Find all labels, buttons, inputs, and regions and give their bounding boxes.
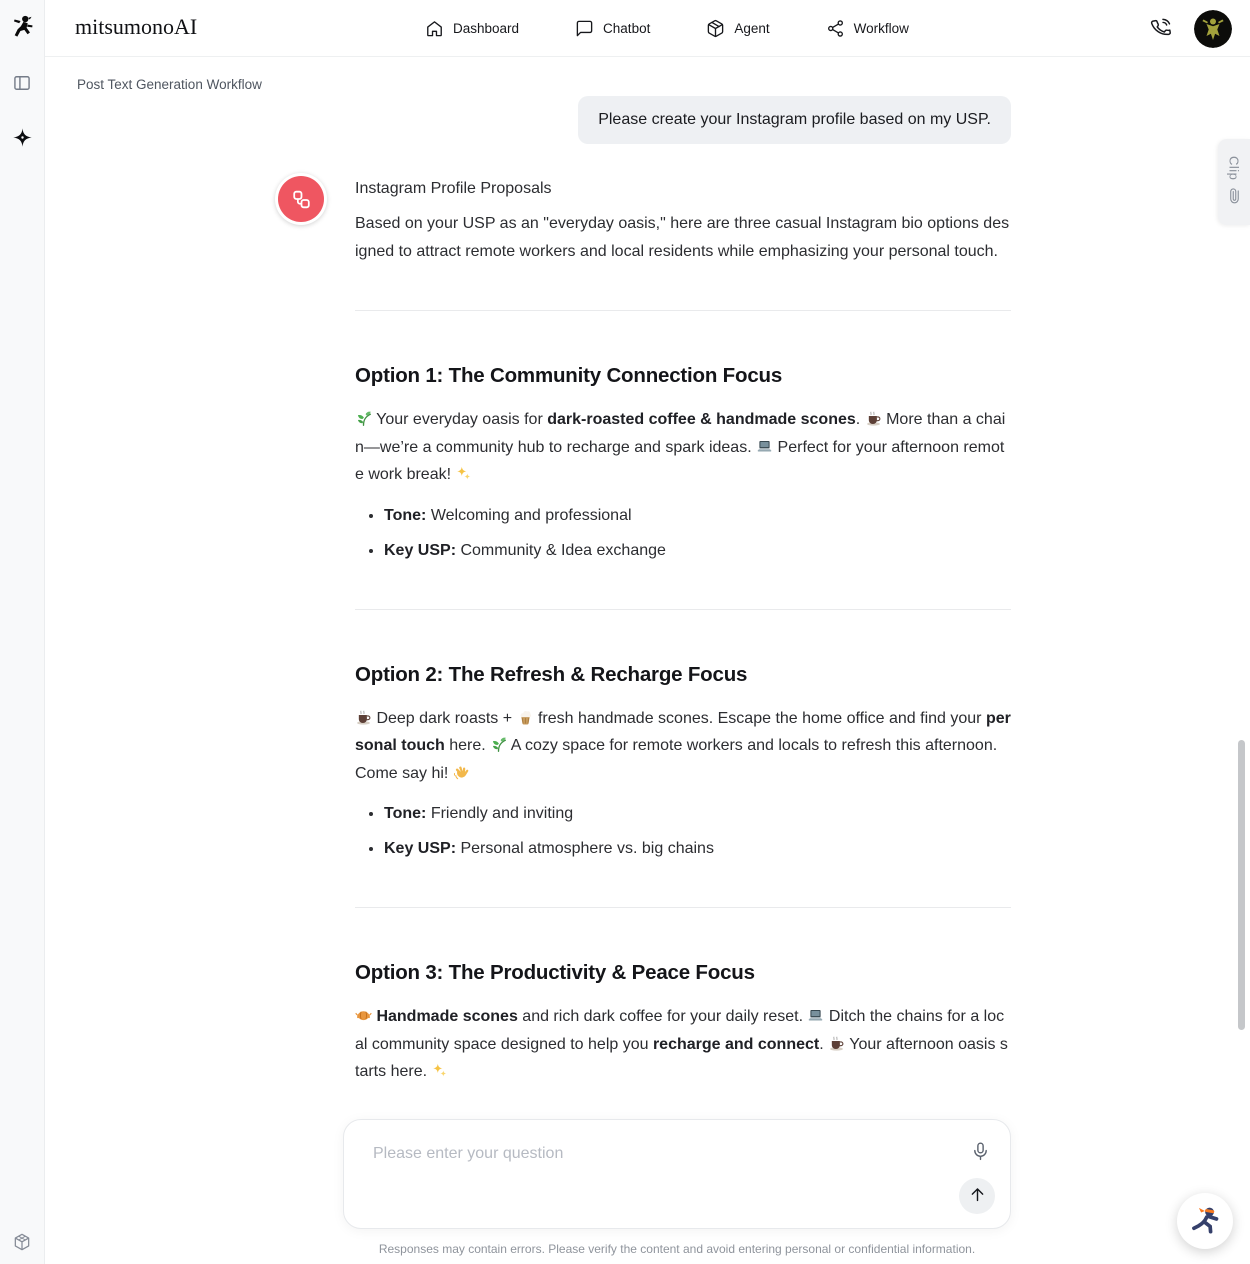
workflow-node-icon [278, 176, 324, 222]
text-run: . [819, 1035, 829, 1053]
section-heading: Option 1: The Community Connection Focus [355, 364, 783, 387]
bullet-text: Personal atmosphere vs. big chains [460, 840, 714, 857]
sidebar-toggle-panel-icon[interactable] [12, 73, 32, 93]
user-message-row [355, 96, 1011, 144]
disclaimer-text: Responses may contain errors. Please verify the content and avoid entering personal or confidential information. [378, 1242, 976, 1256]
bullet-label: Tone: [384, 506, 431, 524]
nav-item-chatbot[interactable] [575, 19, 650, 38]
bold-text: recharge and connect [652, 1035, 820, 1053]
laptop-emoji [756, 438, 773, 459]
bullet-list [355, 502, 1011, 564]
top-header [45, 0, 1250, 57]
bullet-label: Key USP: [384, 840, 461, 857]
section-paragraph [355, 406, 1011, 489]
bold-text: personal touch [355, 709, 1011, 754]
message-composer [343, 1119, 1011, 1229]
header-right [1151, 0, 1232, 57]
breadcrumb: Post Text Generation Workflow [77, 77, 262, 92]
ninja-mascot-icon [1187, 1201, 1224, 1241]
assistant-sections [355, 310, 1011, 1086]
user-message-bubble: Please create your Instagram profile based on my USP. [578, 96, 1011, 144]
text-run: . [855, 411, 865, 428]
section-divider [355, 609, 1011, 610]
croissant-emoji [355, 1007, 372, 1028]
ninja-assistant-fab[interactable] [1177, 1193, 1233, 1249]
nav-item-workflow[interactable] [826, 19, 909, 38]
coffee-emoji [828, 1035, 845, 1056]
chat-column [355, 57, 1011, 1086]
assistant-message-title: Instagram Profile Proposals [355, 180, 552, 197]
bullet-item [384, 502, 1011, 529]
bullet-label: Tone: [384, 805, 431, 822]
brand-ninja-logo-icon [7, 12, 37, 47]
clip-side-tab[interactable] [1218, 139, 1250, 225]
sparkle-ai-icon[interactable] [12, 127, 33, 148]
text-run: A cozy space for remote workers and locals to refresh this afternoon. Come say hi! [355, 737, 998, 782]
text-run: Perfect for your afternoon remote work break! [355, 438, 1005, 483]
bullet-text: Community & Idea exchange [460, 541, 666, 559]
laptop-emoji [807, 1007, 824, 1028]
bold-text: Handmade scones [376, 1008, 518, 1025]
nav-item-label: Agent [734, 21, 770, 36]
scrollbar-thumb[interactable] [1238, 740, 1245, 1030]
bullet-item [384, 800, 1011, 827]
herb-emoji [355, 410, 372, 431]
section-paragraph [355, 1003, 1011, 1086]
home-icon [425, 19, 444, 38]
sparkles-emoji [455, 465, 472, 486]
user-avatar[interactable] [1194, 10, 1232, 48]
nav-item-agent[interactable] [706, 19, 769, 38]
phone-call-icon[interactable] [1151, 18, 1172, 39]
bullet-label: Key USP: [384, 541, 461, 559]
nav-item-dashboard[interactable] [425, 19, 519, 38]
sparkles-emoji [431, 1062, 448, 1083]
herb-emoji [490, 736, 507, 757]
section-heading: Option 3: The Productivity & Peace Focus [355, 961, 755, 984]
question-input[interactable] [344, 1120, 1010, 1228]
text-run: Ditch the chains for a local community space designed to help you [355, 1008, 1005, 1053]
bold-text: dark-roasted coffee & handmade scones [547, 411, 856, 428]
text-run: Your afternoon oasis starts here. [355, 1035, 1008, 1080]
brand-title: mitsumonoAI [75, 14, 198, 39]
text-run: More than a chain—we’re a community hub to recharge and spark ideas. [355, 411, 1006, 456]
arrow-up-icon [968, 1185, 987, 1207]
chat-main-area [45, 57, 1250, 1264]
assistant-message-row [355, 175, 1011, 1086]
wave-emoji [453, 764, 470, 785]
text-run: Deep dark roasts + [372, 709, 517, 727]
bullet-item [384, 537, 1011, 564]
left-sidebar [0, 0, 45, 1264]
clip-tab-label: Clip [1226, 156, 1242, 181]
bullet-list [355, 800, 1011, 862]
text-run: and rich dark coffee for your daily reset. [517, 1008, 808, 1025]
section-divider [355, 907, 1011, 908]
paperclip-icon [1227, 188, 1242, 208]
header-nav [425, 0, 909, 57]
text-run: here. [444, 737, 491, 754]
cube-sandbox-icon[interactable] [12, 1232, 32, 1252]
assistant-intro-paragraph: Based on your USP as an "everyday oasis," here are three casual Instagram bio options designed to attract remote workers and local residents while emphasizing your personal touch. [355, 215, 1010, 260]
assistant-avatar [275, 173, 327, 225]
nav-item-label: Dashboard [453, 21, 520, 36]
share-nodes-icon [826, 19, 845, 38]
text-run: fresh handmade scones. Escape the home office and find your [533, 709, 986, 727]
coffee-emoji [355, 709, 372, 730]
nav-item-label: Workflow [853, 21, 909, 36]
package-box-icon [706, 19, 725, 38]
cupcake-emoji [517, 709, 534, 730]
coffee-emoji [865, 410, 882, 431]
microphone-icon[interactable] [970, 1141, 991, 1167]
nav-item-label: Chatbot [603, 21, 651, 36]
bullet-text: Welcoming and professional [430, 506, 632, 524]
bullet-text: Friendly and inviting [430, 805, 574, 822]
text-run: Your everyday oasis for [372, 411, 548, 428]
bullet-item [384, 835, 1011, 862]
section-divider [355, 310, 1011, 311]
section-heading: Option 2: The Refresh & Recharge Focus [355, 662, 748, 686]
send-button[interactable] [959, 1178, 995, 1214]
section-paragraph [355, 705, 1011, 788]
chat-bubble-icon [575, 19, 594, 38]
